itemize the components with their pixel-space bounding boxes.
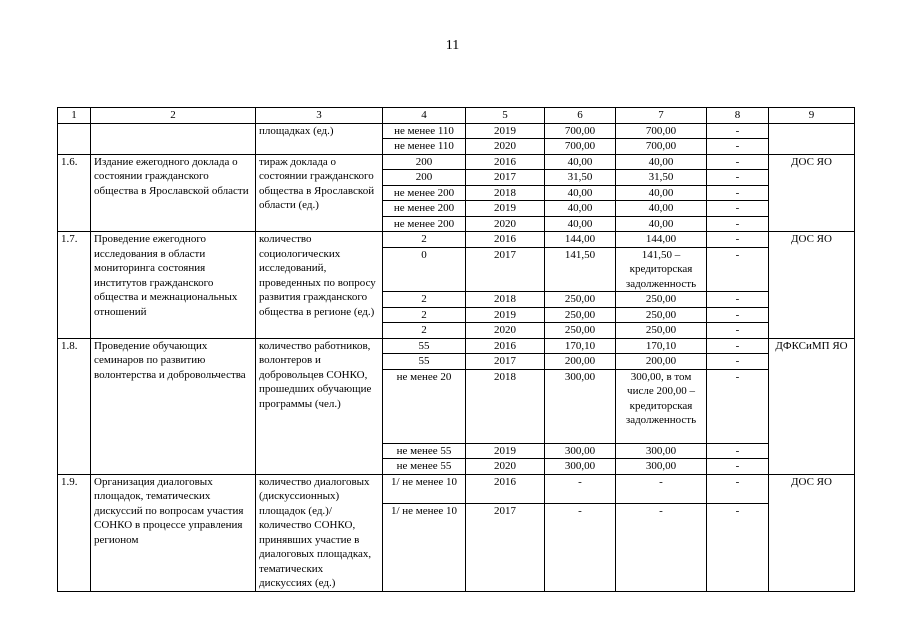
col8-value: - xyxy=(707,474,769,504)
fact-amount: 170,10 xyxy=(616,338,707,354)
col8-value: - xyxy=(707,443,769,459)
year: 2019 xyxy=(466,123,545,139)
year: 2017 xyxy=(466,170,545,186)
col-header: 1 xyxy=(58,108,91,124)
item-number: 1.8. xyxy=(58,338,91,474)
target-value: 55 xyxy=(383,338,466,354)
executor: ДФКСиМП ЯО xyxy=(769,338,855,474)
target-value: 2 xyxy=(383,307,466,323)
item-indicator: количество диалоговых (дискуссионных) площадок (ед.)/ количество СОНКО, принявших участие в диалоговых площадках, тематических дискуссиях (ед.) xyxy=(256,474,383,591)
header-row xyxy=(58,108,855,124)
target-value: 200 xyxy=(383,154,466,170)
year: 2018 xyxy=(466,185,545,201)
target-value: 200 xyxy=(383,170,466,186)
fact-amount: 40,00 xyxy=(616,201,707,217)
plan-amount: 300,00 xyxy=(545,443,616,459)
item-indicator: площадках (ед.) xyxy=(256,123,383,154)
target-value: 2 xyxy=(383,232,466,248)
fact-amount: 40,00 xyxy=(616,216,707,232)
year: 2019 xyxy=(466,201,545,217)
fact-amount: 300,00 xyxy=(616,443,707,459)
col-header: 9 xyxy=(769,108,855,124)
table-row xyxy=(58,232,855,248)
col8-value: - xyxy=(707,139,769,155)
table-row xyxy=(58,154,855,170)
target-value: 2 xyxy=(383,323,466,339)
col-header: 8 xyxy=(707,108,769,124)
plan-amount: 144,00 xyxy=(545,232,616,248)
year: 2020 xyxy=(466,216,545,232)
target-value: не менее 110 xyxy=(383,139,466,155)
target-value: не менее 55 xyxy=(383,459,466,475)
target-value: 2 xyxy=(383,292,466,308)
col8-value: - xyxy=(707,170,769,186)
plan-amount: 40,00 xyxy=(545,216,616,232)
plan-amount: 250,00 xyxy=(545,307,616,323)
plan-amount: 170,10 xyxy=(545,338,616,354)
year: 2016 xyxy=(466,474,545,504)
plan-amount: 200,00 xyxy=(545,354,616,370)
plan-amount: - xyxy=(545,474,616,504)
fact-amount: 144,00 xyxy=(616,232,707,248)
year: 2019 xyxy=(466,443,545,459)
col-header: 4 xyxy=(383,108,466,124)
item-number: 1.6. xyxy=(58,154,91,232)
fact-amount: 141,50 – кредиторская задолженность xyxy=(616,247,707,292)
executor: ДОС ЯО xyxy=(769,232,855,339)
item-indicator: количество работников, волонтеров и добровольцев СОНКО, прошедших обучающие программы (чел.) xyxy=(256,338,383,474)
col8-value: - xyxy=(707,154,769,170)
plan-amount: 31,50 xyxy=(545,170,616,186)
plan-amount: - xyxy=(545,504,616,592)
year: 2016 xyxy=(466,338,545,354)
target-value: не менее 200 xyxy=(383,216,466,232)
plan-amount: 40,00 xyxy=(545,154,616,170)
col8-value: - xyxy=(707,338,769,354)
fact-amount: 250,00 xyxy=(616,307,707,323)
fact-amount: 250,00 xyxy=(616,292,707,308)
col8-value: - xyxy=(707,123,769,139)
fact-amount: 40,00 xyxy=(616,185,707,201)
table-row xyxy=(58,474,855,504)
year: 2017 xyxy=(466,354,545,370)
col8-value: - xyxy=(707,307,769,323)
item-number xyxy=(58,123,91,154)
item-name: Организация диалоговых площадок, тематических дискуссий по вопросам участия СОНКО в процессе управления регионом xyxy=(91,474,256,591)
year: 2016 xyxy=(466,154,545,170)
target-value: 1/ не менее 10 xyxy=(383,504,466,592)
col-header: 2 xyxy=(91,108,256,124)
item-number: 1.9. xyxy=(58,474,91,591)
item-indicator: количество социологических исследований, проведенных по вопросу развития гражданского общества в регионе (ед.) xyxy=(256,232,383,339)
program-table xyxy=(57,107,855,592)
col8-value: - xyxy=(707,247,769,292)
target-value: не менее 55 xyxy=(383,443,466,459)
fact-amount: 700,00 xyxy=(616,123,707,139)
year: 2020 xyxy=(466,323,545,339)
year: 2020 xyxy=(466,139,545,155)
item-name: Проведение ежегодного исследования в области мониторинга состояния институтов гражданского общества и межнациональных отношений xyxy=(91,232,256,339)
plan-amount: 250,00 xyxy=(545,292,616,308)
table-row xyxy=(58,123,855,139)
col-header: 5 xyxy=(466,108,545,124)
plan-amount: 300,00 xyxy=(545,459,616,475)
plan-amount: 40,00 xyxy=(545,185,616,201)
target-value: не менее 200 xyxy=(383,201,466,217)
fact-amount: 31,50 xyxy=(616,170,707,186)
col8-value: - xyxy=(707,292,769,308)
executor: ДОС ЯО xyxy=(769,154,855,232)
col8-value: - xyxy=(707,323,769,339)
table-row xyxy=(58,338,855,354)
year: 2018 xyxy=(466,292,545,308)
col8-value: - xyxy=(707,354,769,370)
fact-amount: 250,00 xyxy=(616,323,707,339)
item-name: Издание ежегодного доклада о состоянии гражданского общества в Ярославской области xyxy=(91,154,256,232)
col8-value: - xyxy=(707,201,769,217)
target-value: не менее 200 xyxy=(383,185,466,201)
item-indicator: тираж доклада о состоянии гражданского общества в Ярославской области (ед.) xyxy=(256,154,383,232)
executor: ДОС ЯО xyxy=(769,474,855,591)
fact-amount: - xyxy=(616,474,707,504)
col-header: 7 xyxy=(616,108,707,124)
fact-amount: - xyxy=(616,504,707,592)
col8-value: - xyxy=(707,216,769,232)
year: 2020 xyxy=(466,459,545,475)
executor xyxy=(769,123,855,154)
col-header: 3 xyxy=(256,108,383,124)
item-name: Проведение обучающих семинаров по развитию волонтерства и добровольчества xyxy=(91,338,256,474)
col8-value: - xyxy=(707,232,769,248)
plan-amount: 40,00 xyxy=(545,201,616,217)
year: 2017 xyxy=(466,247,545,292)
plan-amount: 700,00 xyxy=(545,139,616,155)
plan-amount: 300,00 xyxy=(545,369,616,443)
target-value: 55 xyxy=(383,354,466,370)
year: 2019 xyxy=(466,307,545,323)
fact-amount: 300,00, в том числе 200,00 – кредиторская задолженность xyxy=(616,369,707,443)
target-value: не менее 110 xyxy=(383,123,466,139)
fact-amount: 300,00 xyxy=(616,459,707,475)
year: 2018 xyxy=(466,369,545,443)
col8-value: - xyxy=(707,369,769,443)
item-name xyxy=(91,123,256,154)
fact-amount: 700,00 xyxy=(616,139,707,155)
item-number: 1.7. xyxy=(58,232,91,339)
target-value: 0 xyxy=(383,247,466,292)
plan-amount: 141,50 xyxy=(545,247,616,292)
plan-amount: 700,00 xyxy=(545,123,616,139)
target-value: не менее 20 xyxy=(383,369,466,443)
col8-value: - xyxy=(707,504,769,592)
fact-amount: 40,00 xyxy=(616,154,707,170)
col-header: 6 xyxy=(545,108,616,124)
year: 2016 xyxy=(466,232,545,248)
page-number: 11 xyxy=(445,38,460,53)
target-value: 1/ не менее 10 xyxy=(383,474,466,504)
year: 2017 xyxy=(466,504,545,592)
col8-value: - xyxy=(707,185,769,201)
col8-value: - xyxy=(707,459,769,475)
fact-amount: 200,00 xyxy=(616,354,707,370)
plan-amount: 250,00 xyxy=(545,323,616,339)
